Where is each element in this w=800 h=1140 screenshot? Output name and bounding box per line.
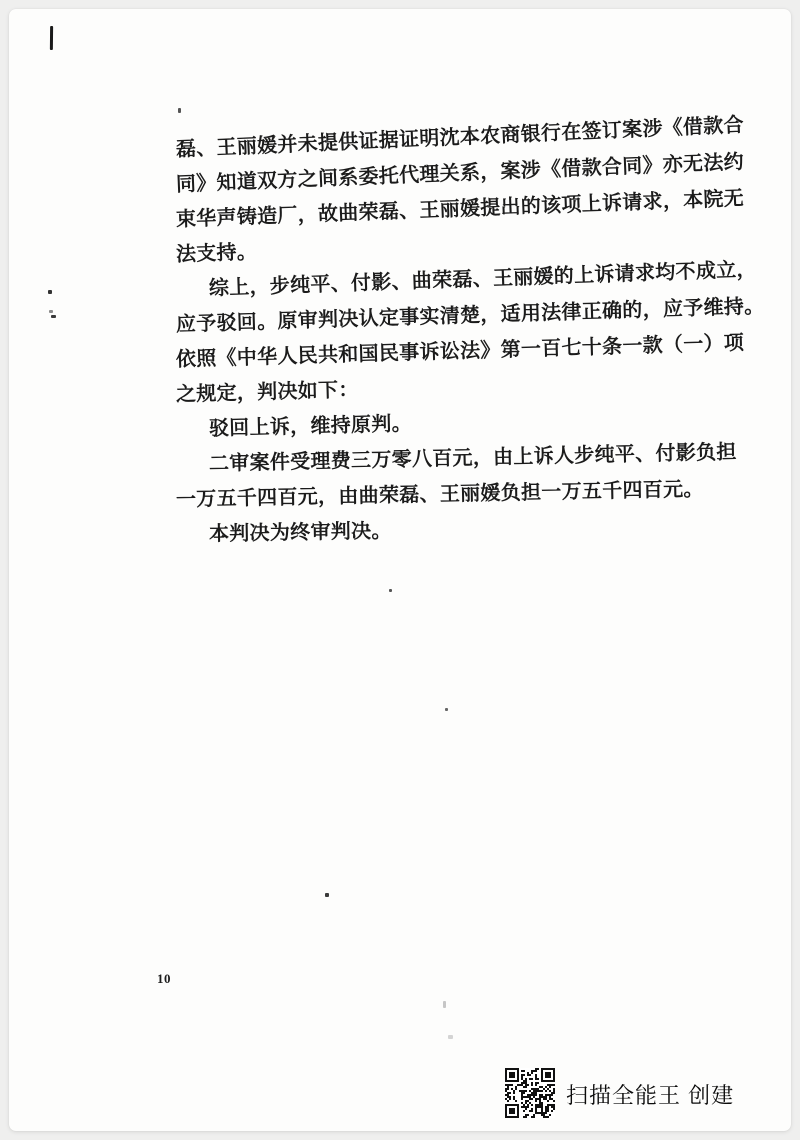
judgment-line: 应予驳回。原审判决认定事实清楚，适用法律正确的，应予维持。: [175, 295, 765, 336]
scan-artifact-dot: [443, 1001, 446, 1008]
judgment-line: 束华声铸造厂，故曲荣磊、王丽媛提出的该项上诉请求，本院无: [175, 187, 745, 231]
document-page: [9, 9, 791, 1131]
page-number: 10: [157, 971, 171, 986]
scanner-watermark: [505, 1068, 734, 1118]
qr-code-icon: [505, 1068, 555, 1118]
scan-artifact-dot: [48, 290, 52, 294]
judgment-line: 之规定，判决如下：: [175, 379, 359, 406]
scan-artifact-dot: [389, 589, 392, 592]
scan-artifact-dot: [445, 708, 448, 711]
judgment-line: 驳回上诉，维持原判。: [208, 413, 413, 441]
judgment-line: 综上，步纯平、付影、曲荣磊、王丽媛的上诉请求均不成立，: [208, 258, 758, 300]
scan-artifact-dot: [49, 310, 53, 313]
judgment-line: 本判决为终审判决。: [208, 520, 392, 546]
judgment-line: 依照《中华人民共和国民事诉讼法》第一百七十条一款（一）项: [175, 332, 745, 371]
judgment-line: 一万五千四百元，由曲荣磊、王丽媛负担一万五千四百元。: [175, 478, 704, 511]
scan-artifact-dot: [178, 108, 181, 113]
scan-artifact-dot: [51, 315, 56, 318]
watermark-label: 扫描全能王 创建: [566, 1082, 735, 1108]
judgment-line: 磊、王丽媛并未提供证据证明沈本农商银行在签订案涉《借款合: [175, 114, 745, 161]
scan-artifact-dot: [325, 893, 329, 897]
scan-artifact-dot: [448, 1035, 453, 1039]
judgment-line: 二审案件受理费三万零八百元，由上诉人步纯平、付影负担: [208, 441, 737, 476]
judgment-line: 同》知道双方之间系委托代理关系，案涉《借款合同》亦无法约: [175, 151, 745, 196]
judgment-line: 法支持。: [175, 241, 258, 266]
judgment-body: [175, 114, 776, 553]
scan-artifact-stroke: [50, 26, 53, 50]
